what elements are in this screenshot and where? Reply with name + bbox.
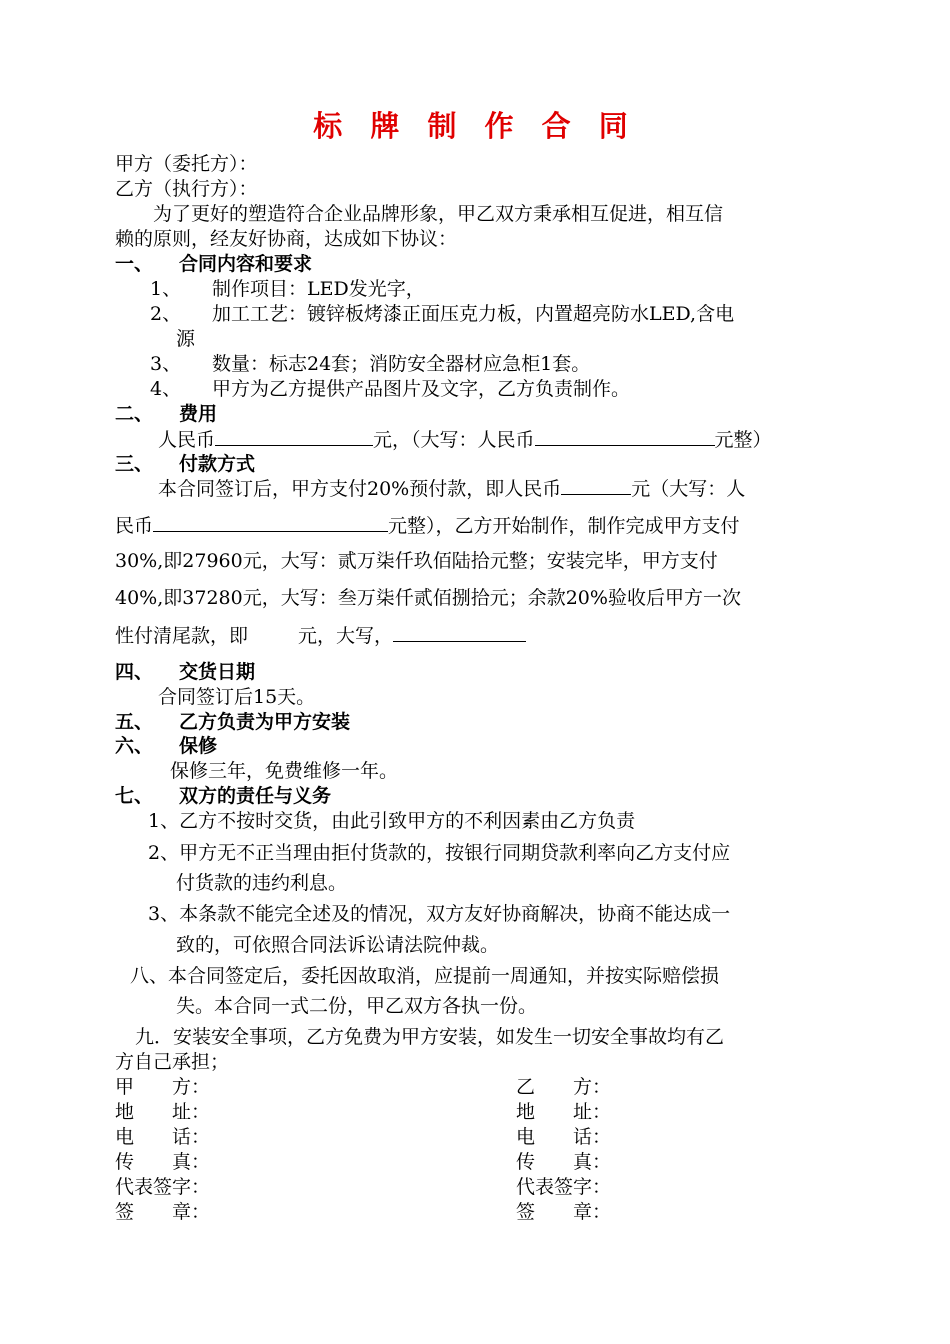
delivery-text: 合同签订后15天。: [158, 686, 316, 708]
prepay-capital-blank: [153, 513, 388, 532]
fee-line: [158, 427, 772, 453]
payment-text: 元，大写，: [298, 625, 394, 647]
duty-item-2-cont: 付货款的违约利息。: [176, 872, 348, 894]
payment-text: 民币: [115, 515, 154, 537]
item-text: 加工工艺：镀锌板烤漆正面压克力板，内置超亮防水LED,含电: [212, 303, 735, 325]
section-9-line-2: 方自己承担；: [115, 1051, 230, 1073]
payment-line-5: [115, 623, 526, 649]
list-item-continuation: 源: [176, 328, 196, 350]
section-title: 保修: [179, 735, 218, 757]
fee-label: 人民币: [158, 429, 216, 451]
payment-text: 元（大写：人: [631, 478, 746, 500]
duty-item-1: 1、乙方不按时交货，由此引致甲方的不利因素由乙方负责: [148, 810, 636, 832]
sig-label-left-phone: 电 话：: [115, 1126, 211, 1148]
intro-line-1: 为了更好的塑造符合企业品牌形象，甲乙双方秉承相互促进，相互信: [153, 203, 724, 225]
fee-capital-blank: [535, 427, 715, 446]
payment-text: 元整），乙方开始制作，制作完成甲方支付: [388, 515, 740, 537]
section-number: 六、: [115, 735, 154, 757]
sig-label-left-party: 甲 方：: [115, 1076, 211, 1098]
section-7-heading: [115, 784, 331, 809]
section-title: 乙方负责为甲方安装: [179, 711, 351, 733]
section-6-heading: [115, 734, 217, 759]
final-capital-blank: [393, 623, 526, 642]
intro-line-2: 赖的原则，经友好协商，达成如下协议：: [115, 228, 458, 250]
contract-title: 标 牌 制 作 合 同: [313, 109, 637, 143]
section-8-line-2: 失。本合同一式二份，甲乙双方各执一份。: [176, 995, 538, 1017]
list-item: [150, 277, 425, 302]
sig-label-right-seal: 签 章：: [516, 1201, 612, 1223]
section-number: 五、: [115, 711, 154, 733]
sig-label-left-signature: 代表签字：: [115, 1176, 211, 1198]
item-number: 4、: [150, 378, 182, 400]
prepay-amount-blank: [561, 476, 631, 495]
section-3-heading: [115, 452, 255, 477]
sig-label-left-address: 地 址：: [115, 1101, 211, 1123]
list-item: [150, 302, 734, 327]
section-number: 一、: [115, 253, 154, 275]
section-title: 付款方式: [179, 453, 256, 475]
sig-label-right-address: 地 址：: [516, 1101, 612, 1123]
payment-line-2: [115, 513, 740, 539]
fee-amount-blank: [215, 427, 373, 446]
sig-label-right-fax: 传 真：: [516, 1151, 612, 1173]
section-number: 七、: [115, 785, 154, 807]
item-text: 数量：标志24套；消防安全器材应急柜1套。: [212, 353, 591, 375]
section-title: 合同内容和要求: [179, 253, 313, 275]
payment-line-3: 30%,即27960元，大写：贰万柒仟玖佰陆拾元整；安装完毕，甲方支付: [115, 550, 718, 572]
section-5-heading: [115, 710, 350, 735]
item-number: 2、: [150, 303, 182, 325]
fee-capital-label: 元，（大写：人民币: [373, 429, 535, 451]
section-2-heading: [115, 402, 217, 427]
party-a-line: 甲方（委托方）：: [115, 153, 258, 175]
warranty-text: 保修三年，免费维修一年。: [170, 760, 399, 782]
section-number: 二、: [115, 403, 154, 425]
section-1-heading: [115, 252, 312, 277]
list-item: [150, 352, 590, 377]
section-title: 交货日期: [179, 661, 256, 683]
party-b-line: 乙方（执行方）：: [115, 178, 258, 200]
sig-label-left-seal: 签 章：: [115, 1201, 211, 1223]
section-8-line-1: 八、本合同签定后，委托因故取消，应提前一周通知，并按实际赔偿损: [130, 965, 720, 987]
sig-label-left-fax: 传 真：: [115, 1151, 211, 1173]
section-number: 三、: [115, 453, 154, 475]
payment-text: 性付清尾款，即: [115, 625, 249, 647]
section-4-heading: [115, 660, 255, 685]
item-text: 甲方为乙方提供产品图片及文字，乙方负责制作。: [212, 378, 631, 400]
sig-label-right-phone: 电 话：: [516, 1126, 612, 1148]
item-number: 1、: [150, 278, 182, 300]
payment-line-4: 40%,即37280元，大写：叁万柒仟贰佰捌拾元；余款20%验收后甲方一次: [115, 587, 741, 609]
list-item: [150, 377, 630, 402]
section-number: 四、: [115, 661, 154, 683]
section-9-line-1: 九．安装安全事项，乙方免费为甲方安装，如发生一切安全事故均有乙: [135, 1026, 725, 1048]
duty-item-3: 3、本条款不能完全述及的情况，双方友好协商解决，协商不能达成一: [148, 903, 731, 925]
duty-item-2: 2、甲方无不正当理由拒付货款的，按银行同期贷款利率向乙方支付应: [148, 842, 731, 864]
sig-label-right-signature: 代表签字：: [516, 1176, 612, 1198]
item-text: 制作项目：LED发光字，: [212, 278, 425, 300]
duty-item-3-cont: 致的，可依照合同法诉讼请法院仲裁。: [176, 934, 500, 956]
section-title: 费用: [179, 403, 218, 425]
section-title: 双方的责任与义务: [179, 785, 332, 807]
fee-end: 元整）: [714, 429, 772, 451]
payment-text: 本合同签订后，甲方支付20%预付款，即人民币: [158, 478, 562, 500]
item-number: 3、: [150, 353, 182, 375]
sig-label-right-party: 乙 方：: [516, 1076, 612, 1098]
payment-line-1: [158, 476, 745, 502]
